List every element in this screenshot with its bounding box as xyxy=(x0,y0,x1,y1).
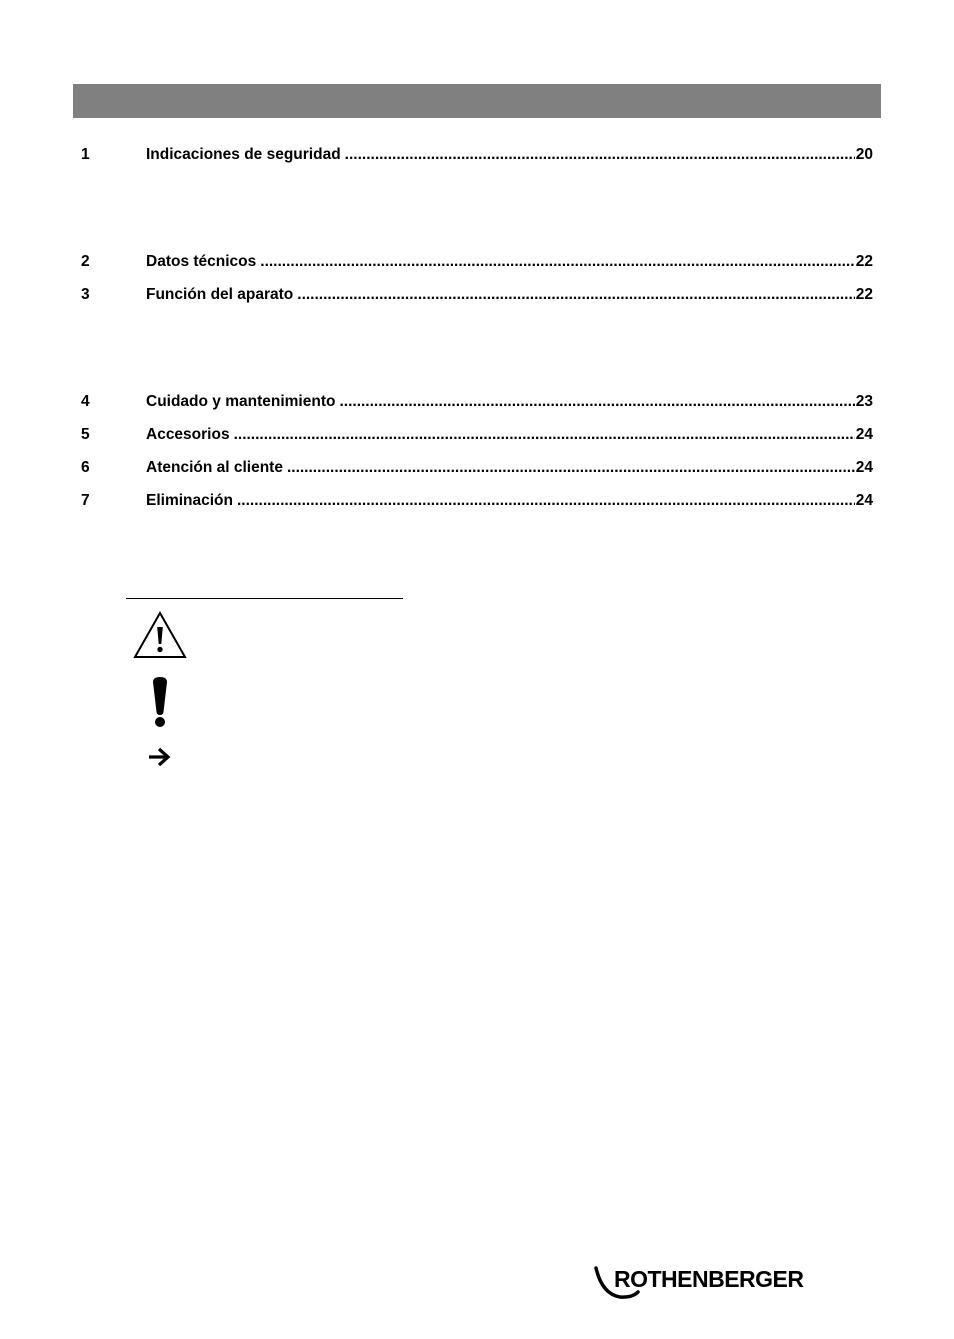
toc-leader-dots xyxy=(297,285,854,305)
toc-leader-dots xyxy=(234,425,855,445)
toc-title: Atención al cliente xyxy=(146,459,283,476)
toc-leader-dots xyxy=(260,252,854,272)
header-bar xyxy=(73,84,881,118)
toc-number: 7 xyxy=(81,492,90,509)
toc-entry-6[interactable] xyxy=(81,458,873,478)
toc-page-number: 20 xyxy=(855,146,873,163)
toc-number: 1 xyxy=(81,146,90,163)
toc-entry-2[interactable] xyxy=(81,252,873,272)
toc-leader-dots xyxy=(237,491,855,511)
legend-underline xyxy=(126,598,403,599)
toc-title: Cuidado y mantenimiento xyxy=(146,393,336,410)
toc-number: 2 xyxy=(81,253,90,270)
toc-number: 6 xyxy=(81,459,90,476)
arrow-right-icon xyxy=(147,746,173,768)
toc-page-number: 23 xyxy=(855,393,873,410)
toc-leader-dots xyxy=(339,392,854,412)
toc-page-number: 24 xyxy=(855,426,873,443)
toc-leader-dots xyxy=(345,145,855,165)
logo-text: ROTHENBERGER xyxy=(614,1266,804,1292)
toc-title: Indicaciones de seguridad xyxy=(146,146,341,163)
toc-entry-3[interactable] xyxy=(81,285,873,305)
toc-title: Eliminación xyxy=(146,492,233,509)
toc-entry-1[interactable] xyxy=(81,145,873,165)
toc-page-number: 24 xyxy=(855,459,873,476)
exclamation-icon xyxy=(149,676,171,728)
toc-entry-5[interactable] xyxy=(81,425,873,445)
toc-title: Función del aparato xyxy=(146,286,294,303)
toc-number: 4 xyxy=(81,393,90,410)
warning-triangle-icon xyxy=(132,610,188,660)
toc-page-number: 24 xyxy=(855,492,873,509)
toc-number: 5 xyxy=(81,426,90,443)
toc-leader-dots xyxy=(287,458,855,478)
rothenberger-logo xyxy=(592,1262,832,1302)
toc-title: Datos técnicos xyxy=(146,253,257,270)
toc-title: Accesorios xyxy=(146,426,230,443)
toc-number: 3 xyxy=(81,286,90,303)
toc-entry-4[interactable] xyxy=(81,392,873,412)
toc-page-number: 22 xyxy=(855,253,873,270)
toc-page-number: 22 xyxy=(855,286,873,303)
toc-entry-7[interactable] xyxy=(81,491,873,511)
